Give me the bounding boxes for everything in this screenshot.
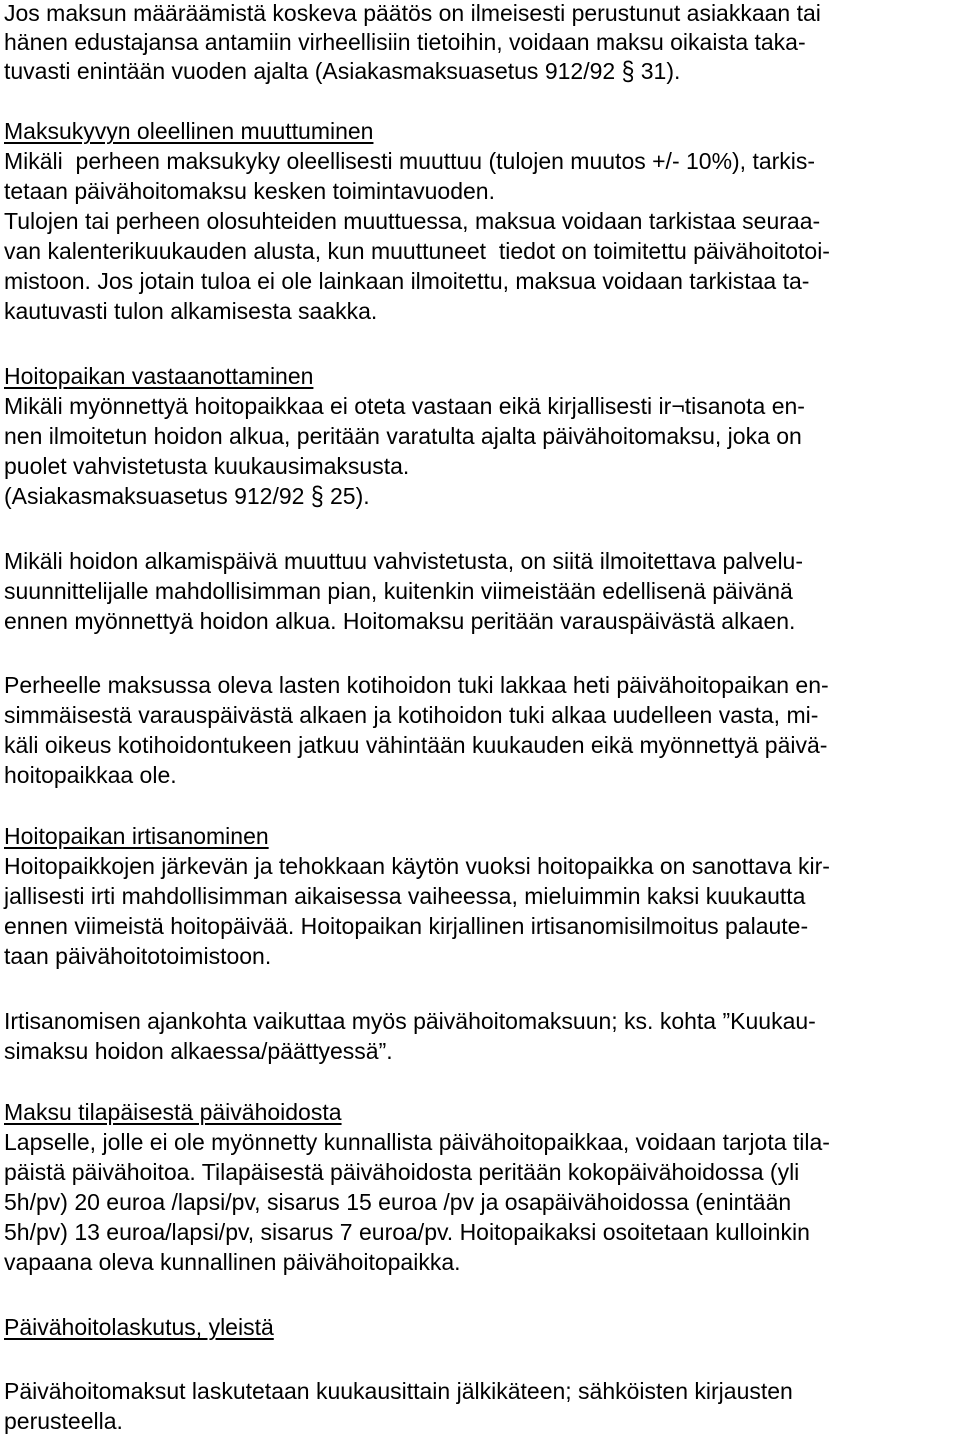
text-line: simaksu hoidon alkaessa/päättyessä”. (4, 1038, 393, 1064)
text-line: Jos maksun määräämistä koskeva päätös on ilmeisesti perustunut asiakkaan tai (4, 0, 821, 26)
text-line: jallisesti irti mahdollisimman aikaisessa vaiheessa, mieluimmin kaksi kuukautta (4, 883, 806, 909)
text-line: mistoon. Jos jotain tuloa ei ole lainkaan ilmoitettu, maksua voidaan tarkistaa ta- (4, 268, 810, 294)
text-line: Mikäli hoidon alkamispäivä muuttuu vahvistetusta, on siitä ilmoitettava palvelu- (4, 548, 804, 574)
text-line: Hoitopaikkojen järkevän ja tehokkaan käytön vuoksi hoitopaikka on sanottava kir- (4, 853, 830, 879)
text-line: 5h/pv) 13 euroa/lapsi/pv, sisarus 7 euroa/pv. Hoitopaikaksi osoitetaan kulloinkin (4, 1219, 810, 1245)
text-line: hoitopaikkaa ole. (4, 762, 177, 788)
text-line: Lapselle, jolle ei ole myönnetty kunnallista päivähoitopaikkaa, voidaan tarjota tila- (4, 1129, 830, 1155)
text-line: Mikäli myönnettyä hoitopaikkaa ei oteta vastaan eikä kirjallisesti ir¬tisanota en- (4, 393, 805, 419)
section-heading: Maksu tilapäisestä päivähoidosta (4, 1099, 342, 1125)
section-heading: Maksukyvyn oleellinen muuttuminen (4, 118, 374, 144)
section-sign: § (310, 481, 324, 511)
text-line: päistä päivähoitoa. Tilapäisestä päivähoidosta peritään kokopäivähoidossa (yli (4, 1159, 800, 1185)
text-line: puolet vahvistetusta kuukausimaksusta. (4, 453, 410, 479)
text-line: Päivähoitomaksut laskutetaan kuukausittain jälkikäteen; sähköisten kirjausten (4, 1378, 793, 1404)
text-line: 5h/pv) 20 euroa /lapsi/pv, sisarus 15 euroa /pv ja osapäivähoidossa (enintään (4, 1189, 792, 1215)
text-line: Mikäli perheen maksukyky oleellisesti muuttuu (tulojen muutos +/- 10%), tarkis- (4, 148, 816, 174)
text-line: (Asiakasmaksuasetus 912/92 § 25). (4, 481, 370, 511)
text-line: Tulojen tai perheen olosuhteiden muuttuessa, maksua voidaan tarkistaa seuraa- (4, 208, 821, 234)
text-line: kautuvasti tulon alkamisesta saakka. (4, 298, 378, 324)
section-heading: Päivähoitolaskutus, yleistä (4, 1314, 274, 1340)
text-line: Perheelle maksussa oleva lasten kotihoidon tuki lakkaa heti päivähoitopaikan en- (4, 672, 829, 698)
text-line: tetaan päivähoitomaksu kesken toimintavuoden. (4, 178, 495, 204)
text-line: perusteella. (4, 1408, 123, 1434)
section-sign: § (621, 56, 635, 86)
text-line: käli oikeus kotihoidontukeen jatkuu vähintään kuukauden eikä myönnettyä päivä- (4, 732, 828, 758)
text-line: vapaana oleva kunnallinen päivähoitopaikka. (4, 1249, 461, 1275)
section-heading: Hoitopaikan irtisanominen (4, 823, 269, 849)
text-line: ennen myönnettyä hoidon alkua. Hoitomaksu peritään varauspäivästä alkaen. (4, 608, 796, 634)
text-line: nen ilmoitetun hoidon alkua, peritään varatulta ajalta päivähoitomaksu, joka on (4, 423, 802, 449)
text-line: Irtisanomisen ajankohta vaikuttaa myös päivähoitomaksuun; ks. kohta ”Kuukau- (4, 1008, 816, 1034)
text-line: suunnittelijalle mahdollisimman pian, kuitenkin viimeistään edellisenä päivänä (4, 578, 793, 604)
text-line: van kalenterikuukauden alusta, kun muuttuneet tiedot on toimitettu päivähoitotoi- (4, 238, 830, 264)
text-line: hänen edustajansa antamiin virheellisiin tietoihin, voidaan maksu oikaista taka- (4, 29, 806, 55)
section-heading: Hoitopaikan vastaanottaminen (4, 363, 314, 389)
text-line: ennen viimeistä hoitopäivää. Hoitopaikan kirjallinen irtisanomisilmoitus palaute- (4, 913, 809, 939)
text-line: tuvasti enintään vuoden ajalta (Asiakasmaksuasetus 912/92 § 31). (4, 56, 680, 86)
text-line: simmäisestä varauspäivästä alkaen ja kotihoidon tuki alkaa uudelleen vasta, mi- (4, 702, 819, 728)
text-line: taan päivähoitotoimistoon. (4, 943, 272, 969)
